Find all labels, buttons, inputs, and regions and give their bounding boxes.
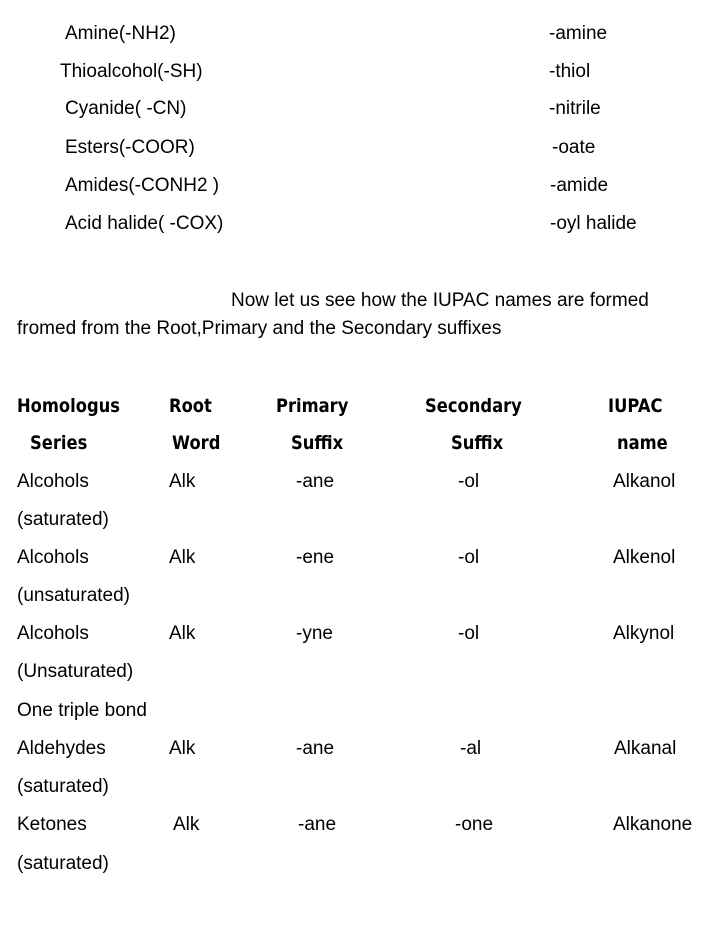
group-name: Amine(-NH2) bbox=[65, 23, 176, 44]
secondary-cell: -al bbox=[460, 738, 482, 759]
group-name: Esters(-COOR) bbox=[65, 137, 195, 158]
series-note: (saturated) bbox=[17, 509, 109, 530]
primary-cell: -ane bbox=[296, 471, 335, 492]
group-name: Thioalcohol(-SH) bbox=[60, 61, 203, 82]
primary-cell: -ene bbox=[296, 547, 335, 568]
name-cell: Alkanol bbox=[613, 471, 676, 492]
group-suffix: -nitrile bbox=[549, 98, 601, 119]
name-cell: Alkanal bbox=[614, 738, 677, 759]
header-root-line2: Word bbox=[172, 432, 221, 454]
header-name-line2: name bbox=[617, 432, 668, 454]
group-suffix: -thiol bbox=[549, 61, 591, 82]
root-cell: Alk bbox=[169, 738, 196, 759]
series-note: One triple bond bbox=[17, 700, 147, 721]
group-name: Cyanide( -CN) bbox=[65, 98, 187, 119]
series-note: (Unsaturated) bbox=[17, 661, 134, 682]
series-cell: Ketones bbox=[17, 814, 87, 835]
root-cell: Alk bbox=[173, 814, 200, 835]
name-cell: Alkenol bbox=[613, 547, 676, 568]
series-cell: Aldehydes bbox=[17, 738, 106, 759]
primary-cell: -ane bbox=[298, 814, 337, 835]
secondary-cell: -ol bbox=[458, 623, 480, 644]
header-name-line1: IUPAC bbox=[608, 395, 663, 417]
series-note: (unsaturated) bbox=[17, 585, 131, 606]
intro-line-2: fromed from the Root,Primary and the Secondary suffixes bbox=[17, 318, 502, 339]
name-cell: Alkanone bbox=[613, 814, 693, 835]
header-secondary-line2: Suffix bbox=[451, 432, 504, 454]
header-primary-line1: Primary bbox=[276, 395, 349, 417]
header-secondary-line1: Secondary bbox=[425, 395, 522, 417]
secondary-cell: -one bbox=[455, 814, 494, 835]
header-primary-line2: Suffix bbox=[291, 432, 344, 454]
series-note: (saturated) bbox=[17, 853, 109, 874]
header-root-line1: Root bbox=[169, 395, 212, 417]
group-name: Acid halide( -COX) bbox=[65, 213, 224, 234]
group-suffix: -oate bbox=[552, 137, 596, 158]
group-suffix: -oyl halide bbox=[550, 213, 637, 234]
series-cell: Alcohols bbox=[17, 547, 89, 568]
root-cell: Alk bbox=[169, 471, 196, 492]
header-series-line1: Homologus bbox=[17, 395, 121, 417]
group-name: Amides(-CONH2 ) bbox=[65, 175, 220, 196]
primary-cell: -ane bbox=[296, 738, 335, 759]
header-series-line2: Series bbox=[30, 432, 88, 454]
series-cell: Alcohols bbox=[17, 623, 89, 644]
secondary-cell: -ol bbox=[458, 547, 480, 568]
secondary-cell: -ol bbox=[458, 471, 480, 492]
group-suffix: -amine bbox=[549, 23, 608, 44]
root-cell: Alk bbox=[169, 547, 196, 568]
intro-line-1: Now let us see how the IUPAC names are formed bbox=[231, 290, 649, 311]
series-cell: Alcohols bbox=[17, 471, 89, 492]
primary-cell: -yne bbox=[296, 623, 333, 644]
root-cell: Alk bbox=[169, 623, 196, 644]
group-suffix: -amide bbox=[550, 175, 609, 196]
series-note: (saturated) bbox=[17, 776, 109, 797]
name-cell: Alkynol bbox=[613, 623, 675, 644]
